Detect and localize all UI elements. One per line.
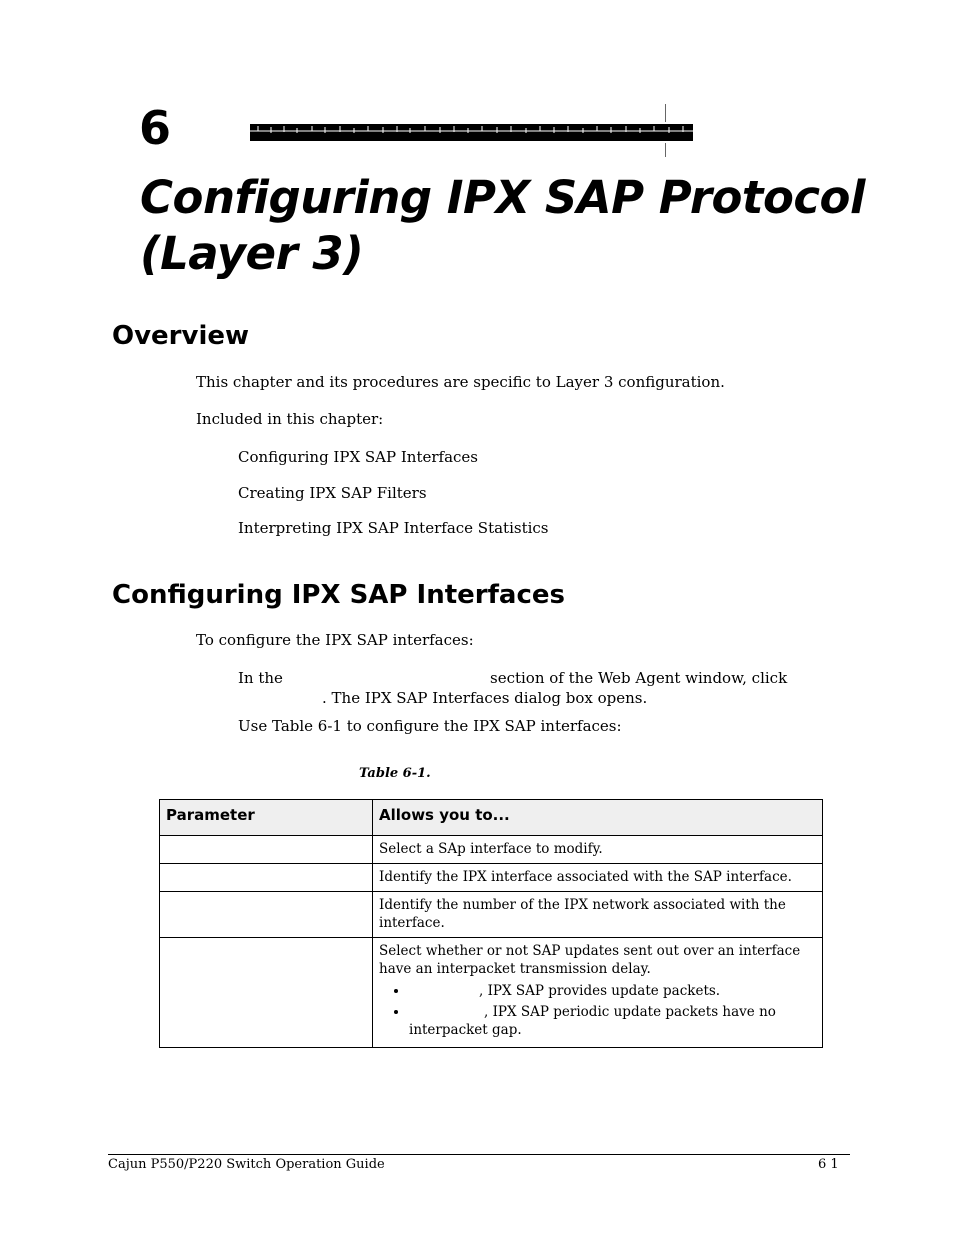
step-2: Use Table 6-1 to configure the IPX SAP interfaces: — [238, 717, 622, 735]
table-cell-description-text: Select whether or not SAP updates sent out over an interface have an interpacket transmission delay. — [379, 943, 801, 977]
overview-list-item: Interpreting IPX SAP Interface Statistics — [238, 519, 549, 537]
parameter-table — [159, 799, 823, 1048]
configuring-intro: To configure the IPX SAP interfaces: — [196, 631, 474, 649]
table-row — [160, 938, 823, 1048]
chapter-title: Configuring IPX SAP Protocol (Layer 3) — [140, 171, 865, 280]
chapter-rule-tick-bottom — [665, 143, 666, 157]
table-caption: Table 6-1. — [359, 766, 431, 781]
step-1-part-2: section of the Web Agent window, click — [490, 669, 788, 687]
table-cell-parameter — [160, 938, 373, 1048]
table-cell-parameter — [160, 836, 373, 864]
step-1-part-3: . The IPX SAP Interfaces dialog box opens. — [322, 689, 648, 707]
chapter-number: 6 — [139, 101, 172, 155]
chapter-rule-graphic — [250, 124, 693, 141]
table-cell-bullet-list — [379, 982, 816, 1039]
overview-intro: This chapter and its procedures are specific to Layer 3 configuration. — [196, 373, 725, 391]
bullet-item — [409, 982, 816, 1000]
overview-heading: Overview — [112, 321, 250, 351]
table-row — [160, 836, 823, 864]
overview-included-label: Included in this chapter: — [196, 410, 384, 428]
table-cell-description: Identify the number of the IPX network associated with the interface. — [373, 892, 823, 938]
bullet-item — [409, 1003, 816, 1039]
table-cell-description — [373, 938, 823, 1048]
table-row — [160, 864, 823, 892]
table-row — [160, 892, 823, 938]
table-cell-description: Select a SAp interface to modify. — [373, 836, 823, 864]
footer-rule — [108, 1154, 850, 1155]
overview-list-item: Creating IPX SAP Filters — [238, 484, 427, 502]
table-cell-parameter — [160, 892, 373, 938]
table-header-allows: Allows you to... — [373, 800, 823, 836]
overview-list-item: Configuring IPX SAP Interfaces — [238, 448, 478, 466]
step-1-part-1: In the — [238, 669, 283, 687]
footer-page-number: 6 1 — [818, 1157, 839, 1172]
table-header-parameter: Parameter — [160, 800, 373, 836]
bullet-item-text: , IPX SAP periodic update packets have no interpacket gap. — [409, 1004, 776, 1038]
chapter-rule — [250, 124, 693, 141]
table-header-row — [160, 800, 823, 836]
footer-guide-title: Cajun P550/P220 Switch Operation Guide — [108, 1157, 385, 1172]
configuring-heading: Configuring IPX SAP Interfaces — [112, 580, 565, 610]
chapter-rule-tick-top — [665, 104, 666, 122]
table-cell-parameter — [160, 864, 373, 892]
table-cell-description: Identify the IPX interface associated with the SAP interface. — [373, 864, 823, 892]
bullet-item-text: , IPX SAP provides update packets. — [479, 983, 721, 999]
